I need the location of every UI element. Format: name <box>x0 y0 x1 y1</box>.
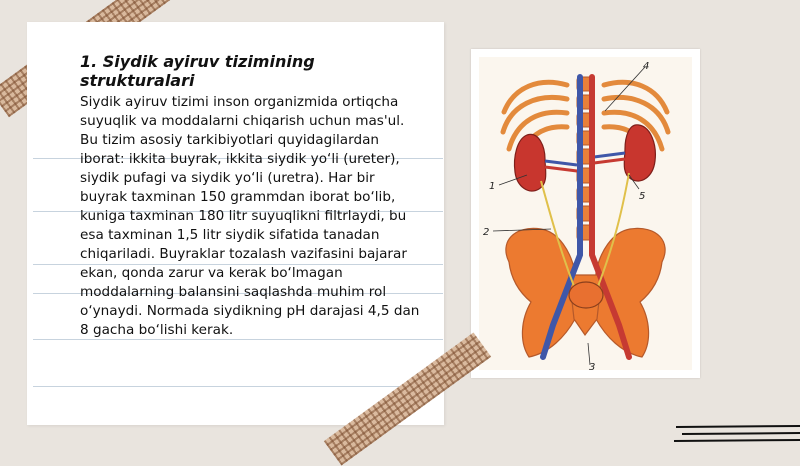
decorative-lines <box>672 422 800 444</box>
urinary-system-illustration <box>479 57 692 370</box>
slide-body-text: Siydik ayiruv tizimi inson organizmida ortiqcha suyuqlik va moddalarni chiqarish uchun mas'ul. Bu tizim asosiy tarkibiyotlari quyidagilardan iborat: ikkita buyrak, ikkita siydik yo‘li (ureter), siydik pufagi va siydik yo‘li (uretra). Har bir buyrak taxminan 150 grammdan iborat bo‘lib, kuniga taxminan 180 litr suyuqlikni filtrlaydi, bu esa taxminan 1,5 litr siydik sifatida tanadan chiqariladi. Buyraklar tozalash vazifasini bajarar ekan, qonda zarur va kerak bo‘lmagan moddalarning balansini saqlashda muhim rol o‘ynaydi. Normada siydikning pH darajasi 4,5 dan 8 gacha bo‘lishi kerak. <box>80 94 420 338</box>
figure-label-5: 5 <box>639 191 646 202</box>
ruled-line <box>33 386 443 387</box>
figure-label-4: 4 <box>643 61 650 72</box>
figure-frame <box>471 49 700 378</box>
figure-label-1: 1 <box>489 181 496 192</box>
figure-label-2: 2 <box>483 227 490 238</box>
slide-title: 1. Siydik ayiruv tizimining strukturalari <box>80 52 315 90</box>
figure-label-3: 3 <box>589 362 596 370</box>
bladder <box>569 282 603 308</box>
